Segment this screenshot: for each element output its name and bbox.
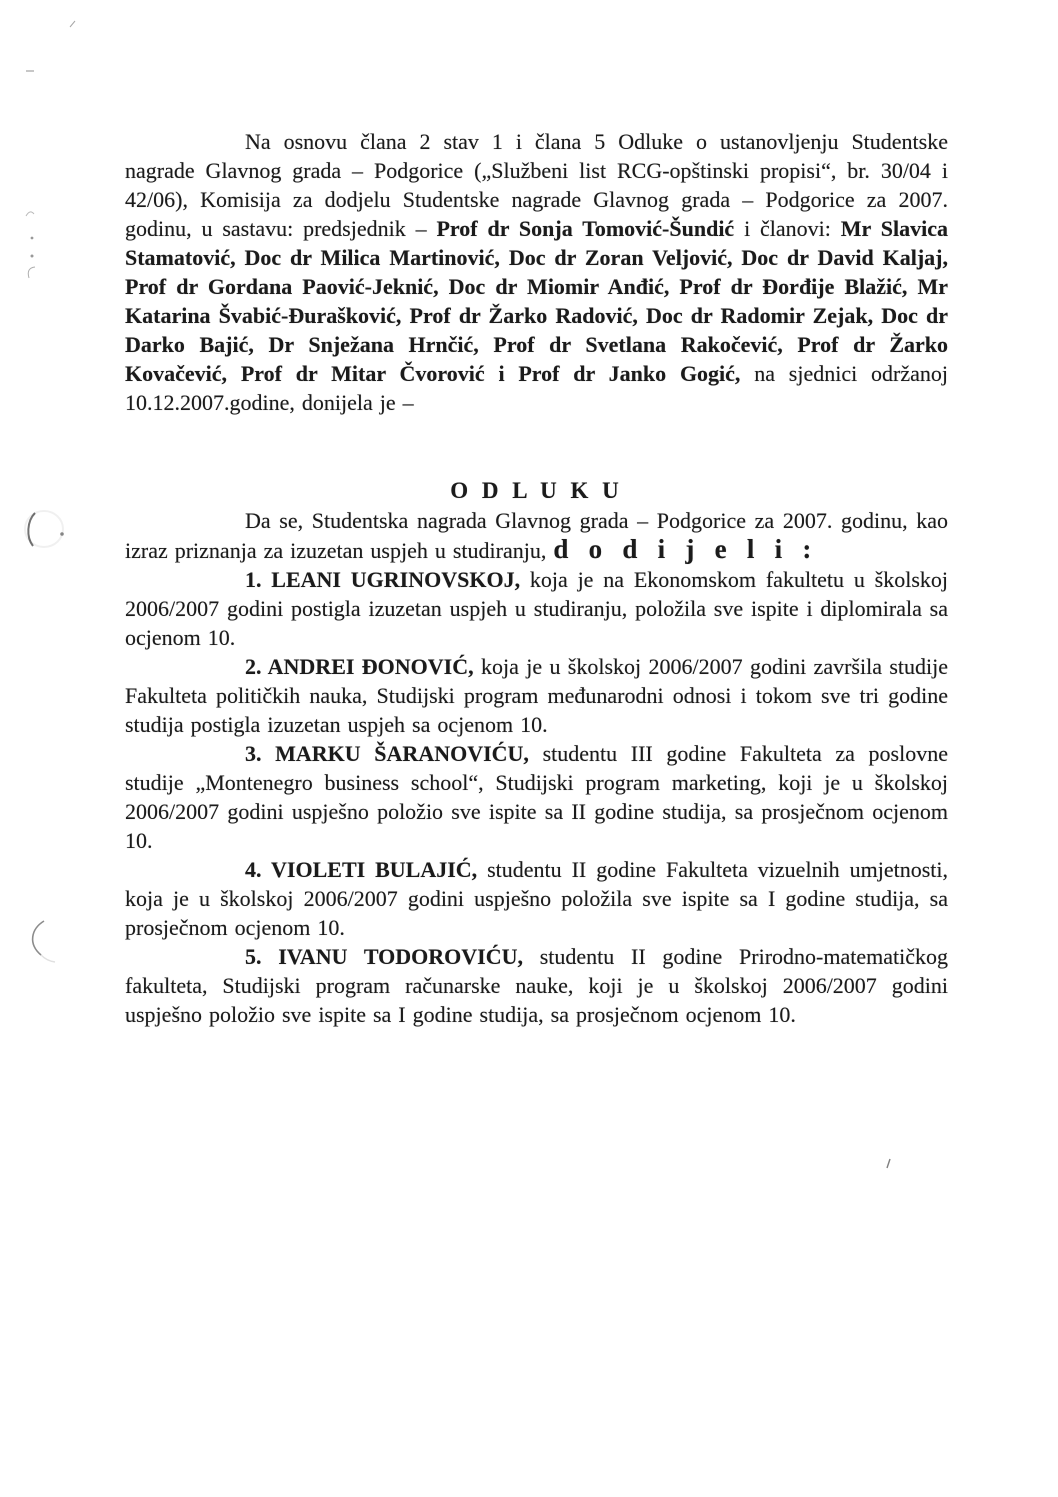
decision-lead-text: Da se, Studentska nagrada Glavnog grada – Podgorice za 2007. godinu, kao izraz priznanja za izuzetan uspjeh u studiranju, bbox=[125, 508, 948, 563]
awardee-name: 3. MARKU ŠARANOVIĆU, bbox=[245, 741, 529, 766]
decision-emphasis-word: d o d i j e l i : bbox=[553, 534, 818, 564]
intro-text-closing: na sjednici održanoj 10.12.2007.godine, donijela je – bbox=[125, 361, 948, 415]
awardee-details: studentu II godine Fakulteta vizuelnih umjetnosti, koja je u školskoj 2006/2007 godini uspješno položila sve ispite sa I godine studija, sa prosječnom ocjenom 10. bbox=[125, 857, 948, 940]
decision-paragraph bbox=[125, 506, 948, 565]
scan-speck bbox=[28, 267, 35, 278]
scan-mark-arc bbox=[41, 955, 55, 962]
awardee-name: 1. LEANI UGRINOVSKOJ, bbox=[245, 567, 521, 592]
awardee-details: koja je na Ekonomskom fakultetu u školskoj 2006/2007 godini postigla izuzetan uspjeh u studiranju, položila sve ispite i diplomirala sa ocjenom 10. bbox=[125, 567, 948, 650]
intro-text-opening: Na osnovu člana 2 stav 1 i člana 5 Odluke o ustanovljenju Studentske nagrade Glavnog grada – Podgorice („Službeni list RCG-opštinski propisi“, br. 30/04 i 42/06), Komisija za dodjelu Studentske nagrade Glavnog grada – Podgorice za 2007. godinu, u sastavu: predsjednik – bbox=[125, 129, 948, 241]
award-item-2 bbox=[125, 652, 948, 739]
awardee-name: 4. VIOLETI BULAJIĆ, bbox=[245, 857, 478, 882]
award-item-3 bbox=[125, 739, 948, 855]
committee-president-name: Prof dr Sonja Tomović-Šundić bbox=[436, 216, 735, 241]
scan-mark-arc bbox=[28, 513, 35, 546]
scan-speck bbox=[60, 532, 64, 536]
awardee-details: koja je u školskoj 2006/2007 godini završila studije Fakulteta političkih nauka, Studijski program međunarodni odnosi i tokom sve tri godine studija postigla izuzetan uspjeh sa ocjenom 10. bbox=[125, 654, 948, 737]
committee-members-names: Mr Slavica Stamatović, Doc dr Milica Martinović, Doc dr Zoran Veljović, Doc dr David Kaljaj, Prof dr Gordana Paović-Jeknić, Doc dr Miomir Anđić, Prof dr Đorđije Blažić, Mr Katarina Švabić-Đurašković, Prof dr Žarko Radović, Doc dr Radomir Zejak, Doc dr Darko Bajić, Dr Snježana Hrnčić, Prof dr Svetlana Rakočević, Prof dr Žarko Kovačević, Prof dr Mitar Čvorović i Prof dr Janko Gogić, bbox=[125, 216, 949, 386]
scan-speck bbox=[887, 1159, 890, 1168]
awardee-name: 5. IVANU TODOROVIĆU, bbox=[245, 944, 523, 969]
scan-speck bbox=[26, 212, 34, 216]
scan-speck bbox=[31, 237, 34, 240]
award-item-1 bbox=[125, 565, 948, 652]
scan-mark-arc bbox=[33, 921, 44, 955]
intro-text-middle: i članovi: bbox=[734, 216, 841, 241]
scan-mark-circle bbox=[25, 511, 63, 547]
awardee-details: studentu III godine Fakulteta za poslovne studije „Montenegro business school“, Studijski program marketing, koji je u školskoj 2006/2007 godini uspješno položio sve ispite sa II godine studija, sa prosječnom ocjenom 10. bbox=[125, 741, 948, 853]
scan-speck bbox=[26, 70, 34, 72]
scan-speck bbox=[31, 255, 34, 258]
awardee-details: studentu II godine Prirodno-matematičkog fakulteta, Studijski program računarske nauke, koji je u školskoj 2006/2007 godini uspješno položio sve ispite sa I godine studija, sa prosječnom ocjenom 10. bbox=[125, 944, 948, 1027]
award-item-4 bbox=[125, 855, 948, 942]
awardee-name: 2. ANDREI ĐONOVIĆ, bbox=[245, 654, 474, 679]
decision-document bbox=[125, 127, 948, 1029]
intro-paragraph bbox=[125, 127, 948, 417]
award-item-5 bbox=[125, 942, 948, 1029]
decision-title: O D L U K U bbox=[450, 478, 623, 503]
scan-speck bbox=[70, 21, 75, 27]
